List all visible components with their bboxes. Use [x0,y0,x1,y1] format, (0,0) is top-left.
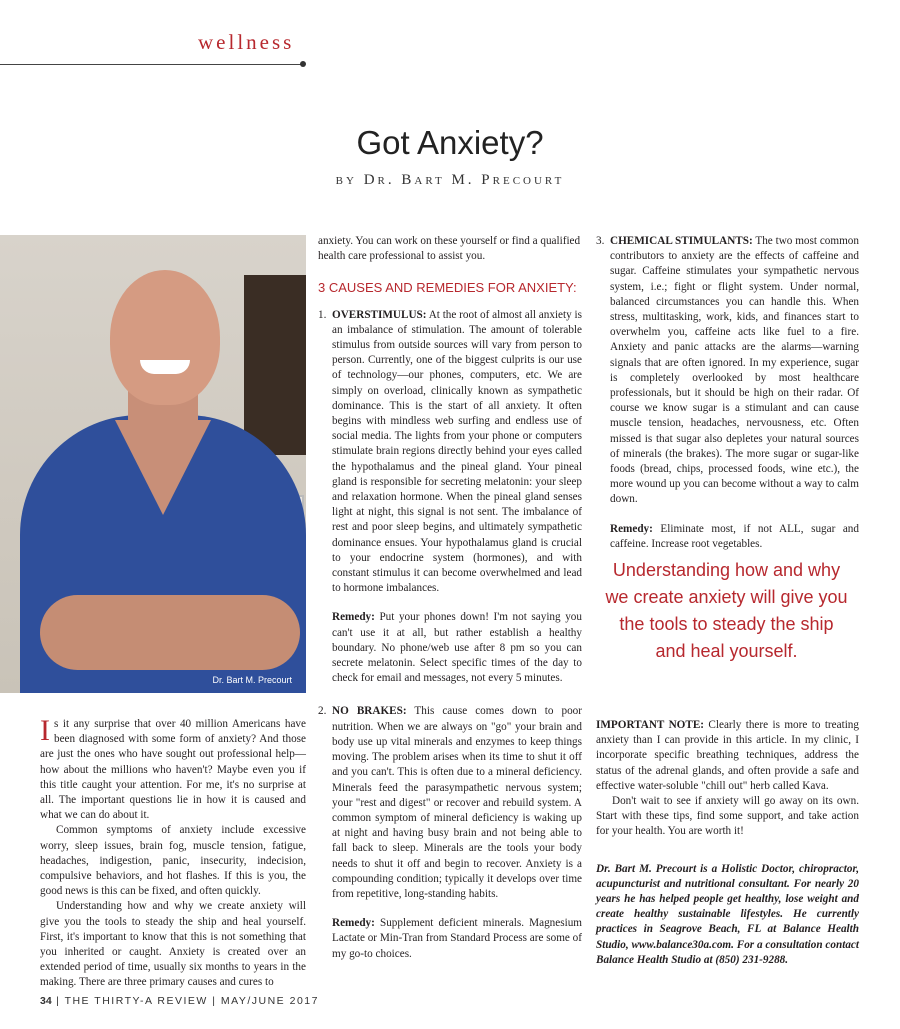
publication-info: THE THIRTY-A REVIEW | MAY/JUNE 2017 [64,995,319,1007]
remedy-3-label: Remedy: [610,522,653,535]
photo-caption: Dr. Bart M. Precourt [212,675,292,685]
important-note-text: Clearly there is more to treating anxiety than I can provide in this article. In my clinic, I incorporate specific breathing techniques, address the status of the adrenal glands, and often provide a safe and effective water-soluble "chill out" herb called Kava. [596,719,859,792]
photo-shelf [244,275,306,455]
cause-3-text: The two most common contributors to anxiety are the effects of caffeine and sugar. Caffeine stimulates your sympathetic nervous system, i.e.; fight or flight system. Under normal, balanced circumstances you can handle this. When stress, multitasking, work, kids, and finances start to overwhelm you, caffeine acts like fuel to a fire. Anxiety and panic attacks are the alarms—warning signals that are often ignored. In my experience, sugar is completely overlooked by most healthcare professionals, but it should be high on their radar. Of course we know sugar is a stimulant and can cause muscle tension, headaches, nervousness, etc. Often missed is that sugar also depletes your natural sources of minerals (the brakes). The more sugar or sugar-like foods (bread, chips, processed foods, wine etc.), the more wound up you can become without a way to calm down. [610,235,859,506]
understanding-paragraph: Understanding how and why we create anxiety will give you the tools to steady the ship and heal yourself. First, it's important to know that this is not something that you inherited or caught. Anxiety is created over an extended period of time, usually six months to years in the making. There are three primary causes and cures to [40,900,306,989]
remedy-2-text: Supplement deficient minerals. Magnesium Lactate or Min-Tran from Standard Process are some of my go-to choices. [332,917,582,960]
cause-1-text: At the root of almost all anxiety is an imbalance of stimulation. The amount of tolerable stimulus from outside sources will vary from person to person. Currently, one of the biggest culprits is our use of technology—our phones, computers, etc. We are simply on overload, clinically known as sympathetic dominance. This is the start of all anxiety. It often begins with mindless web surfing and endless use of social media. The lights from your phone or computers stimulate brain regions directly behind your eyes called the hypothalamus and the pineal gland. Your pineal gland is responsible for secreting melatonin: your sleep and relaxation hormone. When the pineal gland senses light at night, this signal is not sent. The imbalance of rest and poor sleep begins, and ultimately sympathetic dominance ensues. Your hypothalamus gland is crucial to your endocrine system (hormones), and with constant stimulus it can become overwhelmed and lead to hormone imbalances. [332,308,582,595]
intro-paragraph [40,714,306,823]
intro-text: s it any surprise that over 40 million Americans have been diagnosed with some form of anxiety? And those are just the ones who have sought out professional help—how about the millions who haven't? Maybe even you if this title caught your attention. For me, it's no surprise at all. The important questions lie in how it is caused and what we can do about it. [40,718,306,822]
cause-2-text: This cause comes down to poor nutrition. When we are always on "go" your brain and body use up vital minerals and enzymes to keep things moving. The problem arises when its time to shut it off and you can't. This is often due to a mineral deficiency. Minerals feed the parasympathetic nervous system; your "rest and digest" or recover and rebuild system. A common symptom of mineral deficiency is waking up at night and having busy brain and not being able to fall back to sleep. Minerals are the tools your body needs to shut it off and begin to recover. Anxiety is a compounding condition; typically it develops over time from repetitive, long-standing habits. [332,705,582,900]
remedy-1 [318,610,582,686]
author-bio: Dr. Bart M. Precourt is a Holistic Doctor, chiropractor, acupuncturist and nutritional consultant. For nearly 20 years he has helped people get healthy, lose weight and create healthy sustainable lifestyles. He currently practices in Seagrove Beach, FL at Balance Health Studio, www.balance30a.com. For a consultation contact Balance Health Studio at (850) 231-9288. [596,862,859,966]
cause-3-heading: CHEMICAL STIMULANTS: [610,235,753,247]
photo-arms [40,595,300,670]
column-1 [40,714,306,991]
photo-head [110,270,220,405]
section-rule [0,64,302,65]
section-label: wellness [198,30,295,54]
cause-1 [318,308,582,597]
drop-cap: I [40,714,50,747]
cause-1-number: 1. [318,308,327,321]
cause-3 [596,234,859,508]
page-footer [40,995,319,1007]
remedy-2-label: Remedy: [332,917,375,930]
section-rule-dot [300,61,306,67]
byline: by Dr. Bart M. Precourt [335,172,565,188]
cause-2 [318,704,582,902]
symptoms-paragraph: Common symptoms of anxiety include excessive worry, sleep issues, brain fog, muscle tension, fatigue, headaches, indigestion, panic, insecurity, indecision, compulsive behaviors, and hot flashes. If this is you, the good news is this can be fixed, and often quickly. [40,824,306,898]
important-note-label: IMPORTANT NOTE: [596,719,705,731]
pull-quote: Understanding how and why we create anxiety will give you the tools to steady the ship and heal yourself. [605,560,848,661]
column-4 [596,718,859,968]
causes-subhead: 3 CAUSES AND REMEDIES FOR ANXIETY: [318,280,577,296]
page-number: 34 [40,995,52,1007]
author-photo [0,235,306,693]
column-2 [318,234,582,962]
closing-paragraph: Don't wait to see if anxiety will go away on its own. Start with these tips, find some support, and take action for your health. You are worth it! [596,795,859,838]
column-3 [596,234,859,552]
remedy-3 [596,522,859,552]
photo-vneck [115,420,211,515]
continuation-text: anxiety. You can work on these yourself or find a qualified health care professional to assist you. [318,235,581,263]
remedy-3-text: Eliminate most, if not ALL, sugar and caffeine. Increase root vegetables. [610,522,859,550]
remedy-2 [318,916,582,962]
photo-smile [140,360,190,374]
remedy-1-label: Remedy: [332,611,375,624]
cause-3-number: 3. [596,235,605,247]
article-title: Got Anxiety? [356,124,544,161]
cause-1-heading: OVERSTIMULUS: [332,308,427,321]
footer-separator: | [51,995,65,1007]
cause-2-number: 2. [318,705,327,718]
cause-2-heading: NO BRAKES: [332,705,407,718]
remedy-1-text: Put your phones down! I'm not saying you can't use it at all, but rather establish a healthy boundary. No phone/web use after 8 pm so you can secrete melatonin. Select specific times of the day to check for email and messages, not every 5 minutes. [332,611,582,685]
important-note [596,718,859,794]
